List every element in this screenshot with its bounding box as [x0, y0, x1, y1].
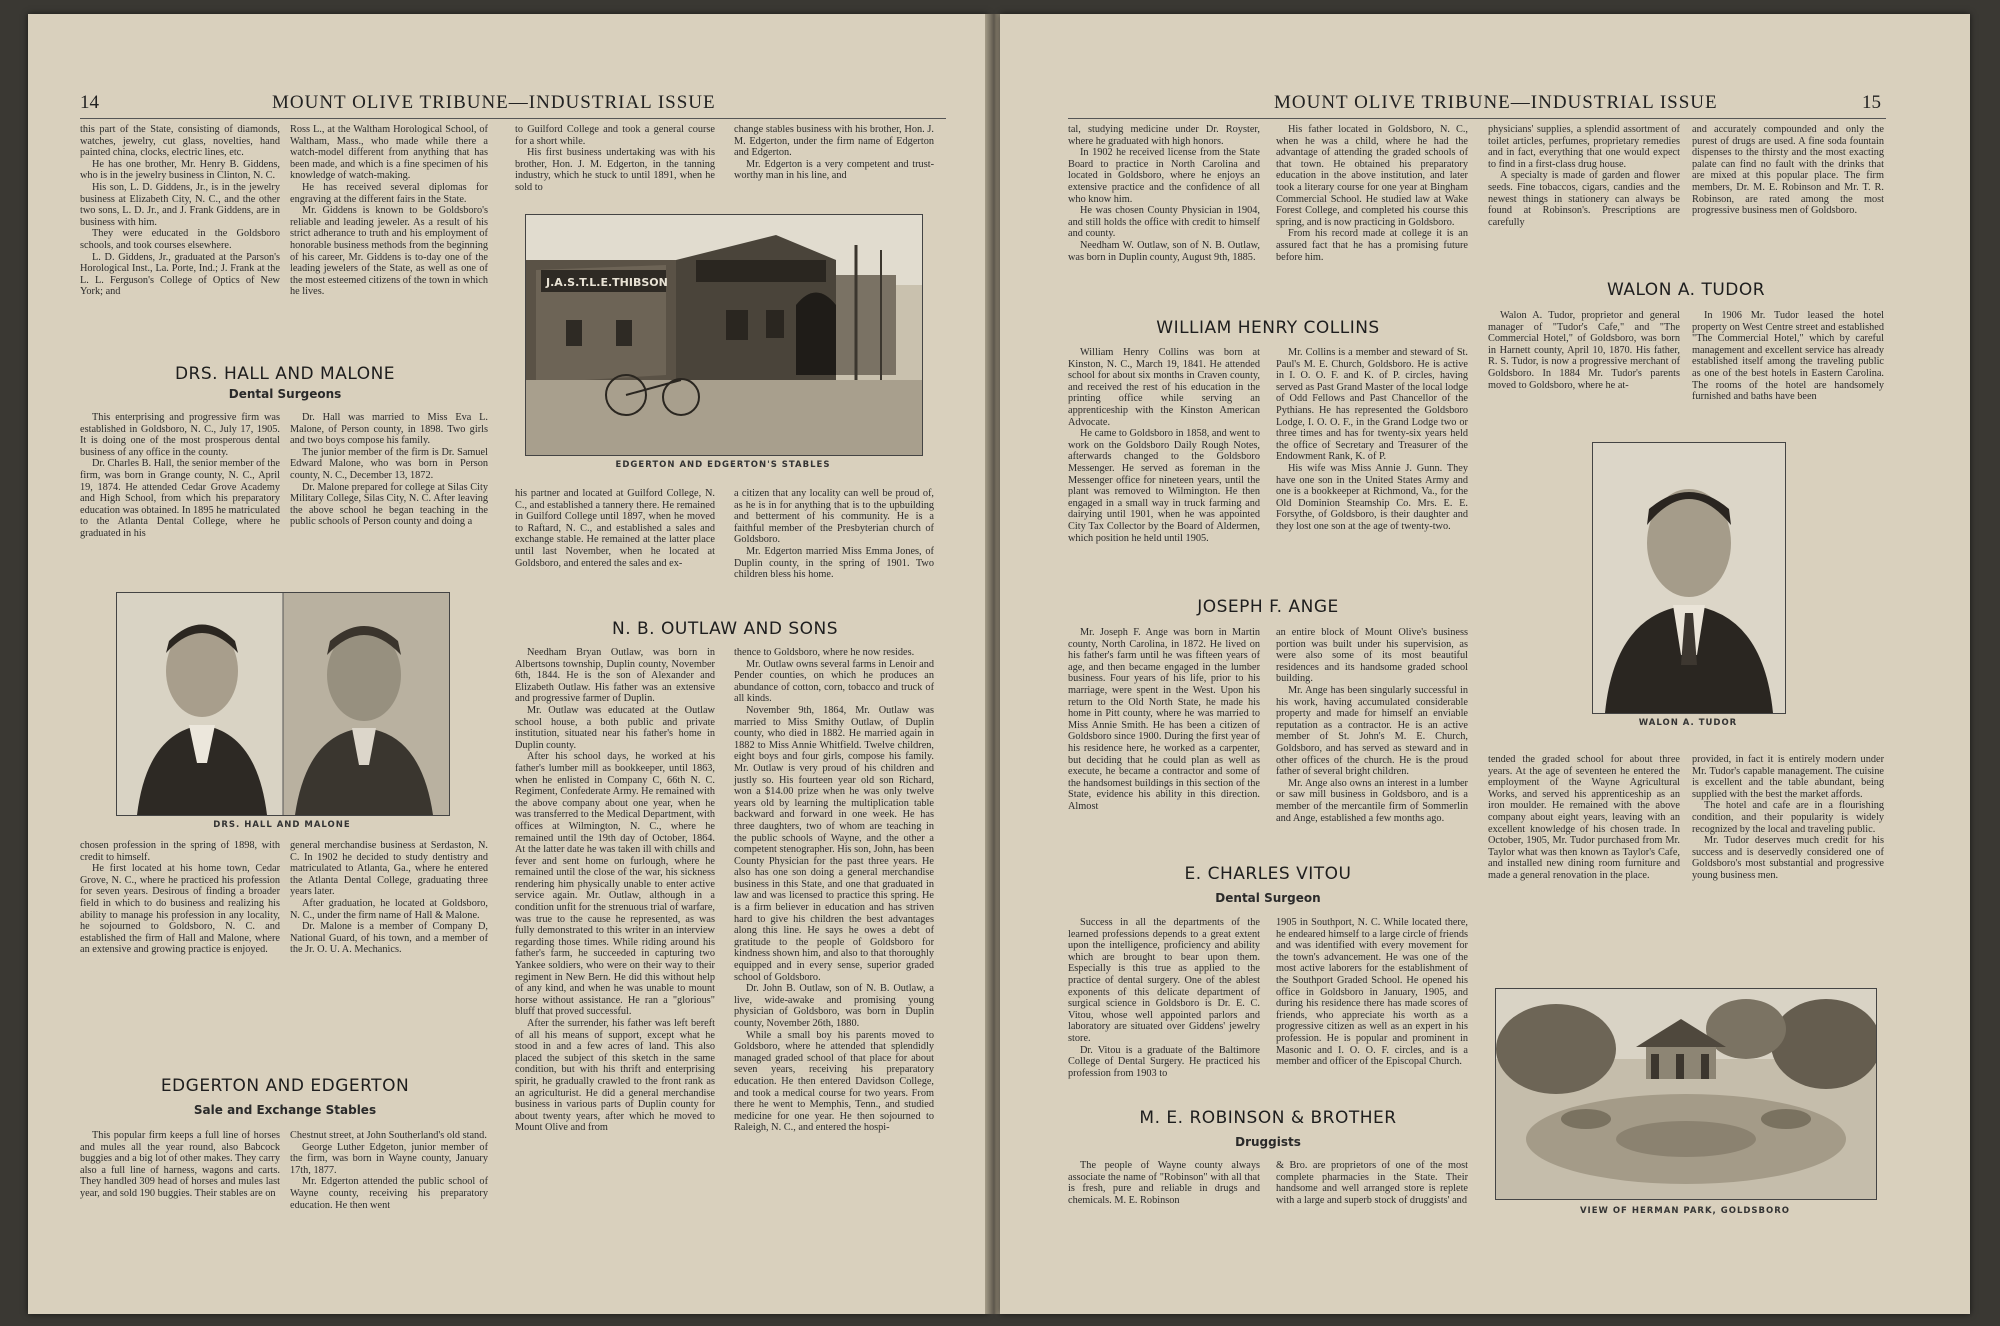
hall-column-2: Dr. Hall was married to Miss Eva L. Malone, of Person county, in 1898. Two girls and two boys compose his family. The junior member of the firm is Dr. Samuel Edward Malone, who was born in Person county, N. C., December 13, 1872. Dr. Malone prepared for college at Silas City Military College, Silas City, N. C. After leaving the above school he began teaching in the public schools of Person county and doing a [290, 412, 488, 528]
doctors-portraits [117, 593, 449, 815]
robinson-cont-column-4: and accurately compounded and only the purest of drugs are used. A fine soda fountain dispenses to the thirsty and the most exacting palate can find no fault with the drinks that are mixed at this popular place. The firm members, Dr. M. E. Robinson and Mr. T. R. Robinson, are rated among the most progressive business men of Goldsboro. [1692, 124, 1884, 217]
edgerton-subtitle: Sale and Exchange Stables [193, 1103, 377, 1117]
stables-illustration [526, 215, 922, 455]
vitou-subtitle: Dental Surgeon [1215, 891, 1321, 905]
tudor-title: WALON A. TUDOR [1606, 280, 1766, 300]
park-photo [1495, 988, 1877, 1200]
edgerton-column-1: This popular firm keeps a full line of horses and mules all the year round, also Babcock buggies and a big lot of other makes. They carry also a full line of harness, wagons and carts. They handled 309 head of horses and mules last year, and sold 190 buggies. Their stables are on [80, 1130, 280, 1199]
ange-title: JOSEPH F. ANGE [1197, 597, 1339, 617]
tudor-column-4b: provided, in fact it is entirely modern under Mr. Tudor's capable management. The cuisine is excellent and the table abundant, being supplied with the best the market affords. The hotel and cafe are in a flourishing condition, and their popularity is widely recognized by the local and traveling public. Mr. Tudor deserves much credit for his success and is deservedly considered one of Goldsboro's most substantial and progressive young business men. [1692, 754, 1884, 881]
outlaw-column-4: thence to Goldsboro, where he now resides. Mr. Outlaw owns several farms in Lenoir and Pender counties, on which he produces an abundance of cotton, corn, tobacco and truck of all kinds. November 9th, 1864, Mr. Outlaw was married to Miss Smithy Outlaw, of Duplin county, who died in 1882. He married again in 1882 to Miss Annie Whitfield. Twelve children, eight boys and four girls, compose his family. Mr. Outlaw is very proud of his children and justly so. His fourteen year old son Richard, won a $14.00 prize when he was only twelve years old by learning the multiplication table backward and forward in one week. He has three daughters, two of whom are teaching in the public schools of Wayne, and the other a competent stenographer. His son, John, has been County Physician for the past three years. He also has one son doing a general merchandise business in this State, and one that graduated in law and was licensed to practice this spring. He is a firm believer in education and has striven hard to give his children the best advantages along this line. He says he owes a debt of gratitude to the people of Goldsboro for kindness shown him, and also to that thoroughly equipped and in every sense, superior graded school of Goldsboro. Dr. John B. Outlaw, son of N. B. Outlaw, a live, wide-awake and promising young physician of Goldsboro, was born in Duplin county, November 26th, 1880. While a small boy his parents moved to Goldsboro, where he attended that splendidly managed graded school of that place for about seven years, receiving his preparatory education. He then entered Davidson College, and took a medical course for two years. From there he went to Memphis, Tenn., and studied medicine for one year. He then sojourned to Raleigh, N. C., and entered the hospi- [734, 647, 934, 1134]
hall-column-1: This enterprising and progressive firm was established in Goldsboro, N. C., July 17, 1905. It is doing one of the most prosperous dental business of any office in the county. Dr. Charles B. Hall, the senior member of the firm, was born in Grange county, N. C., April 19, 1874. He attended Cedar Grove Academy and High School, from which his preparatory education was obtained. In 1895 he matriculated to the Atlanta Dental College, where he graduated in his [80, 412, 280, 539]
robinson-subtitle: Druggists [1235, 1135, 1301, 1149]
page-header: MOUNT OLIVE TRIBUNE—INDUSTRIAL ISSUE [1274, 92, 1718, 113]
tudor-column-4: In 1906 Mr. Tudor leased the hotel property on West Centre street and established "The Commercial Hotel," which by careful management and excellent service has already established itself among the traveling public as one of the best hotels in Eastern Carolina. The rooms of the hotel are handsomely furnished and baths have been [1692, 310, 1884, 403]
stables-photo [525, 214, 923, 456]
giddens-column-2: Ross L., at the Waltham Horological School, of Waltham, Mass., who made while there a watch-model different from anything that has been made, and which is a fine specimen of his knowledge of watch-making. He has received several diplomas for engraving at the different fairs in the State. Mr. Giddens is known to be Goldsboro's reliable and leading jeweler. As a result of his strict adherance to truth and his employment of honorable business methods from the beginning of his career, Mr. Giddens is to-day one of the leading jewelers of the State, as well as one of the most esteemed citizens of the town in which he lives. [290, 124, 488, 298]
robinson-title: M. E. ROBINSON & BROTHER [1139, 1108, 1397, 1128]
collins-column-2: Mr. Collins is a member and steward of St. Paul's M. E. Church, Goldsboro. He is active in I. O. O. F. and K. of P. circles, having served as Past Grand Master of the local lodge of Odd Fellows and Past Chancellor of the Pythians. He has represented the Goldsboro Lodge, I. O. O. F., in the Grand Lodge two or three times and has for twenty-six years held the office of Secretary and Treasurer of the Endowment Rank, K. of P. His wife was Miss Annie J. Gunn. They have one son in the United States Army and one is a bookkeeper at Richmond, Va., for the Old Dominion Steamship Co. Mrs. E. E. Forsythe, of Goldsboro, is their daughter and they lost one son at the age of twenty-two. [1276, 347, 1468, 532]
tudor-photo [1592, 442, 1786, 714]
tudor-caption: WALON A. TUDOR [1638, 718, 1738, 728]
robinson-column-1: The people of Wayne county always associate the name of "Robinson" with all that is fresh, pure and reliable in drugs and chemicals. M. E. Robinson [1068, 1160, 1260, 1206]
vitou-column-1: Success in all the departments of the learned professions depends to a great extent upon the intelligence, proficiency and ability which are brought to bear upon them. Especially is this true as applied to the practice of dental surgery. One of the ablest exponents of this delicate department of surgical science in Goldsboro is Dr. E. C. Vitou, whose well appointed parlors and laboratory are situated over Giddens' jewelry store. Dr. Vitou is a graduate of the Baltimore College of Dental Surgery. He practiced his profession from 1903 to [1068, 917, 1260, 1079]
outlaw-column-3: Needham Bryan Outlaw, was born in Albertsons township, Duplin county, November 6th, 1844. He is the son of Alexander and Elizabeth Outlaw. His father was an extensive and progressive farmer of Duplin. Mr. Outlaw was educated at the Outlaw school house, a both public and private institution, situated near his father's home in Duplin county. After his school days, he worked at his father's lumber mill as bookkeeper, until 1863, when he enlisted in Company C, 66th N. C. Regiment, Confederate Army. He remained with the above company about one year, when he was transferred to the Medical Department, with offices at Wilmington, N. C., where he remained until the 19th day of October, 1864. At the latter date he was taken ill with chills and fever and sent home on furlough, where he remained until the close of the war, his sickness rendering him physically unable to enter active service again. Mr. Outlaw, although in a condition unfit for the strenuous trial of warfare, was true to the cause he represented, as was fully demonstrated to this writer in an interview regarding those times. While riding around his father's farm, he succeeded in capturing two Yankee soldiers, who were on their way to their regiment in New Bern. He did this without help of any kind, and when he was unable to mount horse without assistance. He ran a "glorious" bluff that proved successful. After the surrender, his father was left bereft of all his means of support, except what he stood in and a few acres of land. This also placed the subject of this sketch in the same condition, but with his thrift and enterprising spirit, he gradually crawled to the front rank as an agriculturist. He did a general merchandise business in various parts of Duplin county for about twenty years, after which he moved to Mount Olive and from [515, 647, 715, 1134]
header-rule [1068, 118, 1886, 119]
stables-intro-column-3: to Guilford College and took a general course for a short while. His first business undertaking was with his brother, Hon. J. M. Edgerton, in the tanning industry, which he stuck to until 1891, when he sold to [515, 124, 715, 193]
page-number: 14 [80, 92, 99, 113]
robinson-column-2: & Bro. are proprietors of one of the most complete pharmacies in the State. Their handsome and well arranged store is replete with a large and superb stock of druggists' and [1276, 1160, 1468, 1206]
hall-column-1b: chosen profession in the spring of 1898, with credit to himself. He first located at his home town, Cedar Grove, N. C., where he practiced his profession for seven years. Desirous of finding a broader field in which to do business and realizing his ability to manage his profession in any locality, he sojourned to Goldsboro, N. C. and established the firm of Hall and Malone, where an extensive and growing practice is enjoyed. [80, 840, 280, 956]
right-page [1000, 14, 1970, 1314]
outlaw-cont-column-2: His father located in Goldsboro, N. C., when he was a child, where he had the advantage of attending the graded schools of that town. He obtained his preparatory education in the above institution, and later took a literary course for one year at Bingham Commercial School. He studied law at Wake Forest College, and completed his course this spring, and is now practicing in Goldsboro. From his record made at college it is an assured fact that he has a promising future before him. [1276, 124, 1468, 263]
edgerton-mid-column-4: a citizen that any locality can well be proud of, as he is in for anything that is to the upbuilding and betterment of his community. He is a faithful member of the Presbyterian church of Goldsboro. Mr. Edgerton married Miss Emma Jones, of Duplin county, in the spring of 1901. Two children bless his home. [734, 488, 934, 581]
doctors-photo [116, 592, 450, 816]
doctors-caption: DRS. HALL AND MALONE [213, 820, 351, 830]
park-caption: VIEW OF HERMAN PARK, GOLDSBORO [1579, 1206, 1791, 1216]
vitou-title: E. CHARLES VITOU [1184, 864, 1352, 884]
edgerton-title: EDGERTON AND EDGERTON [160, 1076, 410, 1096]
park-illustration [1496, 989, 1876, 1199]
hall-column-2b: general merchandise business at Serdaston, N. C. In 1902 he decided to study dentistry and matriculated to Atlanta, Ga., where he entered the Atlanta Dental College, graduating three years later. After graduation, he located at Goldsboro, N. C., under the firm name of Hall & Malone. Dr. Malone is a member of Company D, National Guard, of his town, and a member of the Jr. O. U. A. Mechanics. [290, 840, 488, 956]
left-page [28, 14, 988, 1314]
vitou-column-2: 1905 in Southport, N. C. While located there, he endeared himself to a large circle of friends and was identified with every movement for the town's advancement. He was one of the most active laborers for the establishment of the Southport Graded School. He opened his office in Goldsboro in January, 1905, and during his residence there has made scores of friends, who appreciate his worth as a progressive citizen as well as an expert in his profession. He is popular and prominent in Masonic and I. O. O. F. circles, and is a member and officer of the Episcopal Church. [1276, 917, 1468, 1068]
stables-intro-column-4: change stables business with his brother, Hon. J. M. Edgerton, under the firm name of Edgerton and Edgerton. Mr. Edgerton is a very competent and trust-worthy man in his line, and [734, 124, 934, 182]
collins-column-1: William Henry Collins was born at Kinston, N. C., March 19, 1841. He attended school for about six months in Craven county, and received the rest of his education in the printing office while serving an apprenticeship with the Kinston American Advocate. He came to Goldsboro in 1858, and went to work on the Goldsboro Daily Rough Notes, afterwards changed to the Goldsboro Messenger. He served as foreman in the Messenger office for nineteen years, until the plant was removed to Wilmington. He then engaged in a small way in truck farming and dairying until 1901, when he was appointed City Tax Collector by the Board of Aldermen, which position he held until 1905. [1068, 347, 1260, 544]
edgerton-mid-column-3: his partner and located at Guilford College, N. C., and established a tannery there. He remained in Guilford College until 1897, when he moved to Raftard, N. C., and established a sales and exchange stable. He remained at the latter place until last November, when he located at Goldsboro, and entered the sales and ex- [515, 488, 715, 569]
hall-malone-title: DRS. HALL AND MALONE [174, 364, 396, 384]
stables-caption: EDGERTON AND EDGERTON'S STABLES [615, 460, 831, 470]
outlaw-title: N. B. OUTLAW AND SONS [612, 619, 838, 639]
ange-column-1: Mr. Joseph F. Ange was born in Martin county, North Carolina, in 1872. He lived on his father's farm until he was fifteen years of age, and then became engaged in the lumber business. Four years of his life, prior to his marriage, were spent in the West. Upon his return to the Old North State, he made his home in Pitt county, where he was married to Miss Annie Smith. He has been a citizen of Goldsboro since 1900. During the first year of his residence here, he worked as a carpenter, but deciding that he could plan as well as execute, he became a contractor and some of the handsomest buildings in this section of the State, evidence his ability in this direction. Almost [1068, 627, 1260, 812]
edgerton-column-2: Chestnut street, at John Southerland's old stand. George Luther Edgeton, junior member of the firm, was born in Wayne county, January 17th, 1877. Mr. Edgerton attended the public school of Wayne county, receiving his preparatory education. He then went [290, 1130, 488, 1211]
tudor-column-3b: tended the graded school for about three years. At the age of seventeen he entered the employment of the Wayne Agricultural Works, and served his apprenticeship as an iron moulder. He remained with the above company about eight years, leaving with an excellent knowledge of his chosen trade. In October, 1905, Mr. Tudor purchased from Mr. Taylor what was then known as Taylor's Cafe, and installed new dining room furniture and made a general renovation in the place. [1488, 754, 1680, 881]
outlaw-cont-column-1: tal, studying medicine under Dr. Royster, where he graduated with high honors. In 1902 he received license from the State Board to practice in North Carolina and located in Goldsboro, where he enjoys an extensive practice and the confidence of all who know him. He was chosen County Physician in 1904, and still holds the office with credit to himself and county. Needham W. Outlaw, son of N. B. Outlaw, was born in Duplin county, August 9th, 1885. [1068, 124, 1260, 263]
page-header: MOUNT OLIVE TRIBUNE—INDUSTRIAL ISSUE [272, 92, 716, 113]
collins-title: WILLIAM HENRY COLLINS [1156, 318, 1380, 338]
header-rule [80, 118, 946, 119]
tudor-portrait [1593, 443, 1785, 713]
hall-malone-subtitle: Dental Surgeons [228, 387, 342, 401]
ange-column-2: an entire block of Mount Olive's business portion was built under his supervision, as were also some of its most beautiful residences and its handsome graded school building. Mr. Ange has been singularly successful in his work, having accumulated considerable property and made for himself an enviable reputation as a contractor. He is an active member of St. John's M. E. Church, Goldsboro, and has served as steward and in other offices of the church. He is the proud father of several bright children. Mr. Ange also owns an interest in a lumber or saw mill business in Goldsboro, and is a member of the mercantile firm of Sommerlin and Ange, established a few months ago. [1276, 627, 1468, 824]
tudor-column-3: Walon A. Tudor, proprietor and general manager of "Tudor's Cafe," and "The Commercial Hotel," of Goldsboro, was born in Harnett county, April 10, 1870. His father, R. S. Tudor, is now a progressive merchant of Goldsboro. In 1884 Mr. Tudor's parents moved to Goldsboro, where he at- [1488, 310, 1680, 391]
svg-text:J.A.S.T.L.E.THIBSON: J.A.S.T.L.E.THIBSON [546, 276, 668, 289]
robinson-cont-column-3: physicians' supplies, a splendid assortment of toilet articles, perfumes, proprietary remedies and in fact, everything that one would expect to find in a first-class drug house. A specialty is made of garden and flower seeds. Fine tobaccos, cigars, candies and the newest things in stationery can always be found at Robinson's. Prescriptions are carefully [1488, 124, 1680, 228]
giddens-column-1: this part of the State, consisting of diamonds, watches, jewelry, cut glass, novelties, hand painted china, clocks, electric lines, etc. He has one brother, Mr. Henry B. Giddens, who is in the jewelry business in Clinton, N. C. His son, L. D. Giddens, Jr., is in the jewelry business at Elizabeth City, N. C., and the other two sons, L. D. Jr., and J. Frank Giddens, are in business with him. They were educated in the Goldsboro schools, and took courses elsewhere. L. D. Giddens, Jr., graduated at the Parson's Horological Inst., La. Porte, Ind.; J. Frank at the L. L. Ferguson's College of Optics of New York; and [80, 124, 280, 298]
page-number: 15 [1862, 92, 1881, 113]
